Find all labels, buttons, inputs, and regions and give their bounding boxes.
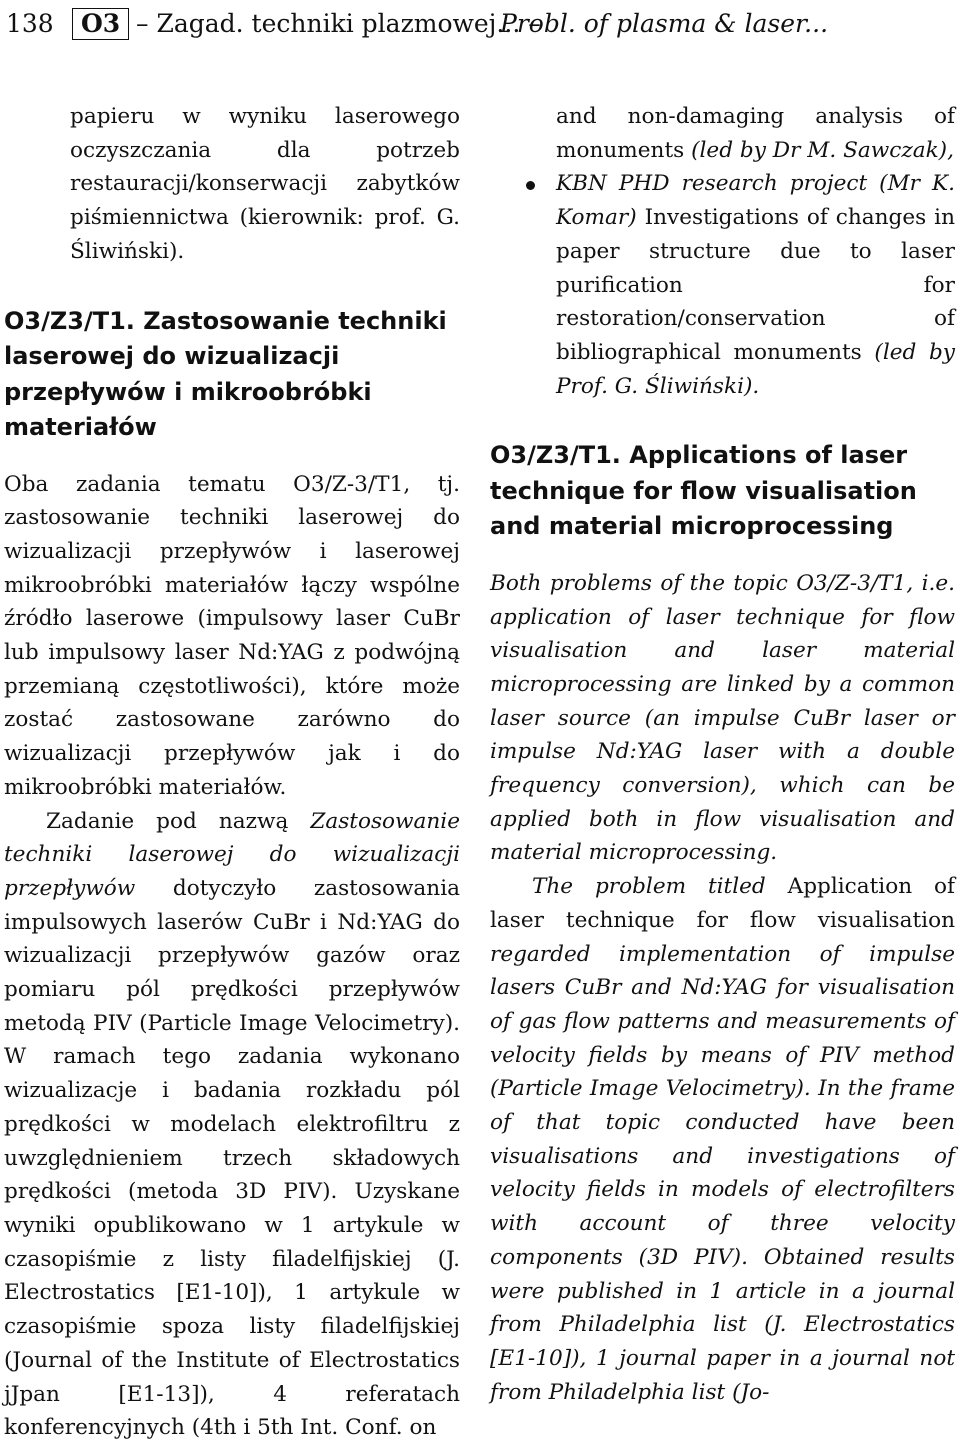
left-heading: O3/Z3/T1. Zastosowanie techniki laserowej do wizualizacji przepływów i mikroobróbki materiałów [4, 306, 447, 442]
right-paragraph-1 [490, 567, 955, 870]
bullet-end-italic: (led by Prof. G. Śliwiński). [556, 339, 955, 399]
list-item [490, 167, 955, 403]
bullet-icon [526, 181, 535, 190]
left-p2-rest: dotyczyło zastosowania impulsowych laserów CuBr i Nd:YAG do wizualizacji przepływów gazów oraz pomiaru pól prędkości przepływów metodą PIV (Particle Image Velocimetry). W ramach tego zadania wykonano wizualizacje i badania rozkładu pól prędkości w modelach elektrofiltru z uwzględnieniem trzech składowych prędkości (metoda 3D PIV). Uzyskane wyniki opublikowano w 1 artykule w czasopiśmie z listy filadelfijskiej (J. Electrostatics [E1-10]), 1 artykule w czasopiśmie spoza listy filadelfijskiej (Journal of the Institute of Electrostatics jJpan [E1-13]), 4 referatach konferencyjnych (4th i 5th Int. Conf. on [4, 875, 460, 1441]
right-intro [490, 100, 955, 167]
page-number: 138 [6, 9, 54, 38]
right-paragraph-2 [490, 870, 955, 1409]
right-heading: O3/Z3/T1. Applications of laser technique for flow visualisation and material microprocessing [490, 441, 917, 541]
right-p2-normal: Application of laser technique for flow visualisation [490, 874, 955, 933]
right-intro-normal: and non-damaging analysis of monuments [556, 104, 955, 163]
right-intro-italic: (led by Dr M. Sawczak), [691, 137, 954, 163]
header-title-en: Probl. of plasma & laser... [500, 9, 829, 38]
left-paragraph-2 [4, 805, 460, 1445]
right-p2-italic-start: The problem titled [532, 874, 788, 900]
header-title-pl: – Zagad. techniki plazmowej... – [136, 9, 541, 38]
right-p1-italic: Both problems of the topic O3/Z-3/T1, i.e. application of laser technique for flow visualisation and laser material microprocessing are linked by a common laser source (an impulse CuBr laser or impulse Nd:YAG laser with a double frequency conversion), which can be applied both in flow visualisation and material microprocessing. [490, 570, 955, 866]
left-intro: papieru w wyniku laserowego oczyszczania dla potrzeb restauracji/konserwacji zabytków piśmiennictwa (kierownik: prof. G. Śliwiński). [70, 104, 460, 264]
left-p2-start: Zadanie pod nazwą [46, 808, 311, 834]
bullet-normal: Investigations of changes in paper structure due to laser purification for restoration/conservation of bibliographical monuments [556, 205, 955, 365]
right-p2-italic-rest: regarded implementation of impulse lasers CuBr and Nd:YAG for visualisation of gas flow patterns and measurements of velocity fields by means of PIV method (Particle Image Velocimetry). In the frame of that topic conducted have been visualisations and investigations of velocity fields in models of electrofilters with account of three velocity components (3D PIV). Obtained results were published in 1 article in a journal from Philadelphia list (J. Electrostatics [E1-10]), 1 journal paper in a journal not from Philadelphia list (Jo- [490, 941, 955, 1405]
left-p2-italic: Zastosowanie techniki laserowej do wizualizacji przepływów [4, 808, 460, 901]
left-column [4, 100, 460, 1445]
right-column [490, 100, 955, 1409]
bullet-italic: KBN PHD research project (Mr K. Komar) [556, 171, 955, 231]
project-list [490, 167, 955, 403]
section-box: O3 [72, 8, 129, 40]
running-header [0, 4, 960, 44]
left-paragraph-1: Oba zadania tematu O3/Z-3/T1, tj. zastosowanie techniki laserowej do wizualizacji przepływów i laserowej mikroobróbki materiałów łączy wspólne źródło laserowe (impulsowy laser CuBr lub impulsowy laser Nd:YAG z podwójną przemianą częstotliwości), które może zostać zastosowane zarówno do wizualizacji przepływów jak i do mikroobróbki materiałów. [4, 471, 460, 800]
